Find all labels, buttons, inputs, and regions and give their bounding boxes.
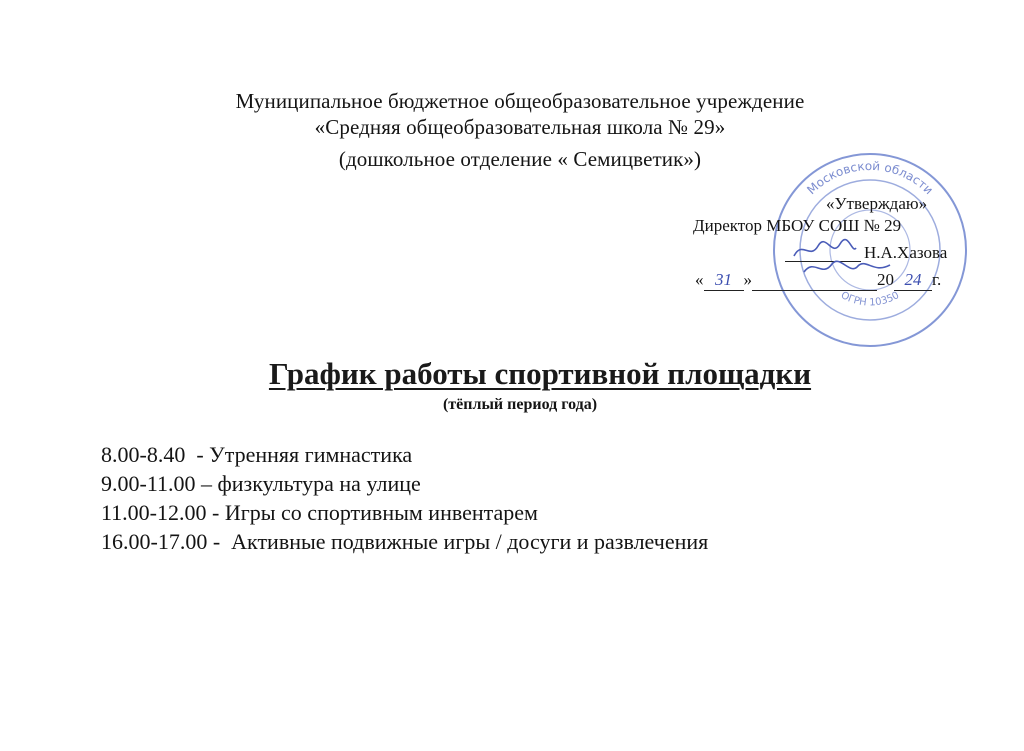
school-name-line: «Средняя общеобразовательная школа № 29» bbox=[314, 115, 726, 139]
date-close-quote: » bbox=[743, 270, 752, 289]
schedule-time: 16.00-17.00 bbox=[101, 529, 208, 554]
stamp-region-text: Московской области bbox=[804, 158, 936, 198]
schedule-time: 9.00-11.00 bbox=[101, 471, 196, 496]
document-title: График работы спортивной площадки bbox=[268, 356, 812, 391]
schedule-list bbox=[101, 440, 981, 556]
document-subtitle: (тёплый период года) bbox=[442, 396, 598, 413]
schedule-row bbox=[101, 469, 981, 498]
schedule-row bbox=[101, 527, 981, 556]
schedule-separator: - bbox=[185, 442, 210, 467]
schedule-separator: - bbox=[206, 500, 225, 525]
schedule-activity: Игры со спортивным инвентарем bbox=[224, 500, 538, 525]
schedule-separator: - bbox=[207, 529, 232, 554]
schedule-time: 11.00-12.00 bbox=[101, 500, 207, 525]
schedule-row bbox=[101, 440, 981, 469]
date-day: 31 bbox=[704, 270, 744, 291]
schedule-activity: Активные подвижные игры / досуги и развлечения bbox=[231, 529, 709, 554]
month-scribble bbox=[800, 256, 895, 280]
schedule-separator: – bbox=[195, 471, 218, 496]
date-open-quote: « bbox=[695, 270, 704, 289]
schedule-row bbox=[101, 498, 981, 527]
schedule-activity: физкультура на улице bbox=[217, 471, 421, 496]
approval-label: «Утверждаю» bbox=[826, 194, 928, 213]
svg-text:ОГРН 10350 bbox=[839, 290, 901, 309]
department-name-line: (дошкольное отделение « Семицветик») bbox=[338, 147, 702, 171]
date-year-prefix: 20 bbox=[877, 270, 894, 289]
stamp-reg-text: ОГРН 10350 bbox=[838, 289, 902, 309]
schedule-activity: Утренняя гимнастика bbox=[209, 442, 413, 467]
date-year-suffix: 24 bbox=[894, 270, 932, 291]
org-name-line: Муниципальное бюджетное общеобразовательное учреждение bbox=[235, 89, 805, 113]
approval-position: Директор МБОУ СОШ № 29 bbox=[693, 216, 902, 235]
approval-signer: Н.А.Хазова bbox=[864, 243, 948, 262]
date-unit: г. bbox=[932, 270, 942, 289]
schedule-time: 8.00-8.40 bbox=[101, 442, 186, 467]
